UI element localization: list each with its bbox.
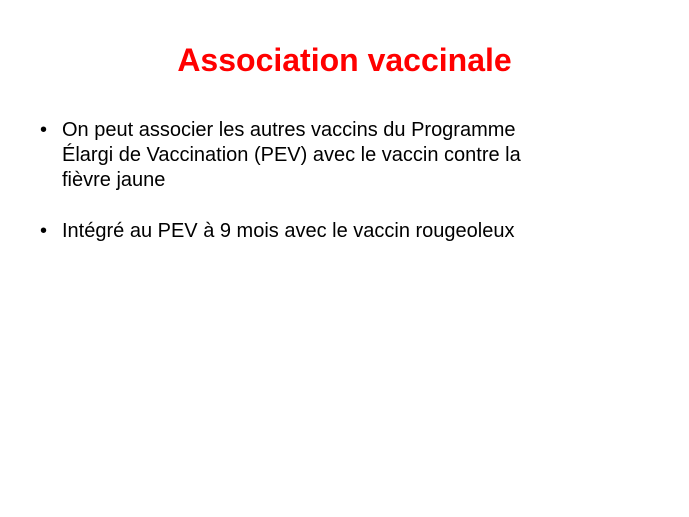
bullet-item-associate [36,118,636,193]
bullet-list [36,118,636,270]
slide-title: Association vaccinale [177,42,512,78]
bullet-line: Élargi de Vaccination (PEV) avec le vaccin contre la [62,144,521,166]
bullet-dot: • [40,220,48,242]
bullet-line: Intégré au PEV à 9 mois avec le vaccin rougeoleux [62,220,515,242]
bullet-line: fièvre jaune [62,169,166,191]
bullet-line: On peut associer les autres vaccins du Programme [62,119,516,141]
bullet-item-integrated [36,219,636,244]
bullet-dot: • [40,119,48,141]
